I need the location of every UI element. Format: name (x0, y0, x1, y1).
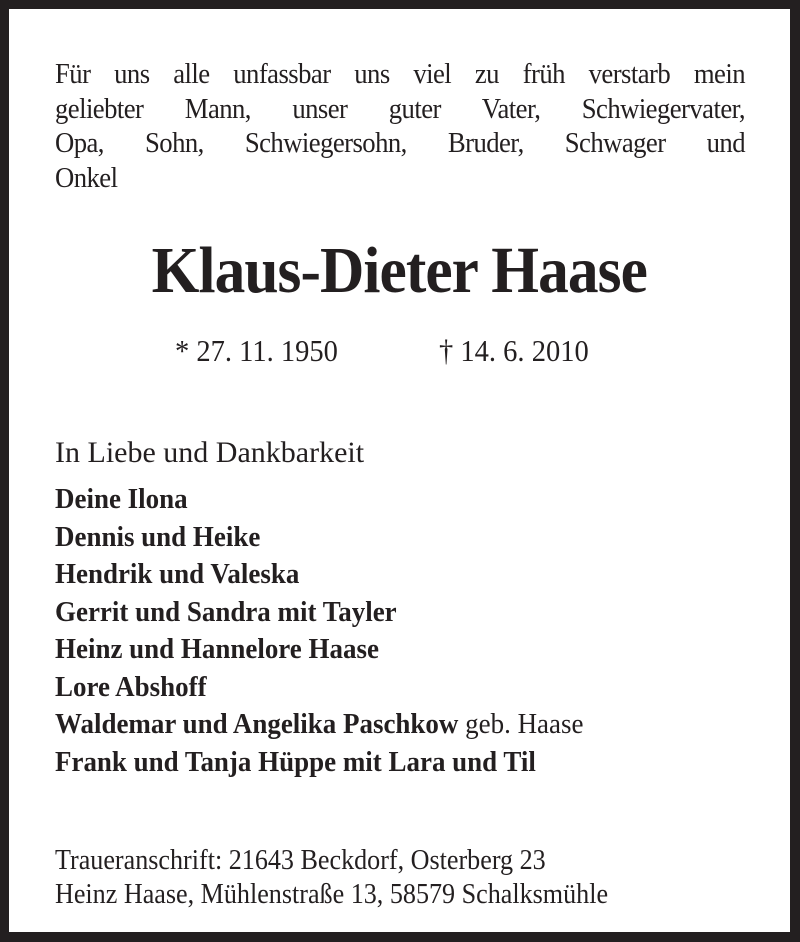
mourners-list (55, 481, 623, 781)
life-dates (9, 331, 790, 371)
address-line: Traueranschrift: 21643 Beckdorf, Osterberg 23 (55, 844, 546, 876)
address-line: Heinz Haase, Mühlenstraße 13, 58579 Schalksmühle (55, 878, 609, 910)
intro-text (55, 57, 745, 195)
mourner-item: Lore Abshoff (55, 670, 207, 703)
mourning-address (55, 843, 670, 911)
mourner-item: Deine Ilona (55, 483, 188, 515)
birth-date: * 27. 11. 1950 (175, 333, 338, 368)
mourner-item: Dennis und Heike (55, 520, 261, 553)
intro-line: Opa, Sohn, Schwiegersohn, Bruder, Schwager und (55, 127, 745, 159)
mourner-item: Hendrik und Valeska (55, 558, 300, 590)
mourner-item: Waldemar und Angelika Paschkow geb. Haase (55, 708, 584, 740)
obituary-notice (9, 9, 790, 932)
cross-icon: † (439, 333, 454, 368)
intro-line: geliebter Mann, unser guter Vater, Schwiegervater, (55, 92, 745, 125)
intro-line: Für uns alle unfassbar uns viel zu früh verstarb mein (55, 58, 745, 90)
intro-line: Onkel (55, 161, 118, 194)
mourner-item: Heinz und Hannelore Haase (55, 633, 379, 665)
death-date: † 14. 6. 2010 (439, 333, 589, 368)
deceased-name: Klaus-Dieter Haase (151, 234, 648, 307)
birth-star-icon: * (175, 333, 190, 368)
maiden-name: geb. Haase (458, 708, 584, 740)
mourner-item: Gerrit und Sandra mit Tayler (55, 595, 397, 628)
mourners-heading: In Liebe und Dankbarkeit (55, 436, 365, 469)
mourner-item: Frank und Tanja Hüppe mit Lara und Til (55, 745, 536, 778)
